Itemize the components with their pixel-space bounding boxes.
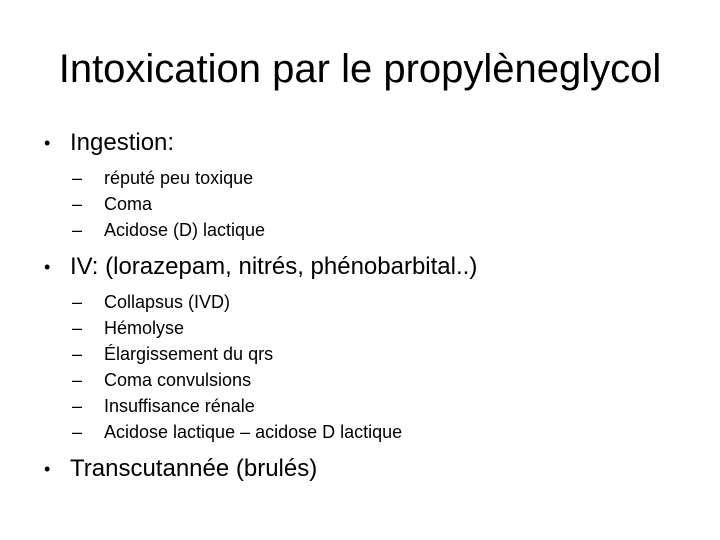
slide-title: Intoxication par le propylèneglycol bbox=[58, 47, 662, 91]
dash-icon: – bbox=[72, 370, 83, 390]
dash-icon: – bbox=[72, 396, 83, 416]
slide-content bbox=[44, 127, 694, 485]
list-item bbox=[44, 165, 694, 191]
dash-icon: – bbox=[72, 318, 83, 338]
bullet-text: Transcutannée (brulés) bbox=[70, 455, 318, 482]
list-item bbox=[44, 419, 694, 445]
bullet-transcutaneous bbox=[44, 453, 694, 485]
bullet-ingestion bbox=[44, 127, 694, 159]
list-item-text: Hémolyse bbox=[104, 318, 185, 338]
bullet-iv bbox=[44, 251, 694, 283]
bullet-text: Ingestion: bbox=[70, 129, 175, 156]
list-item bbox=[44, 315, 694, 341]
list-item-text: Élargissement du qrs bbox=[104, 344, 274, 364]
dash-icon: – bbox=[72, 194, 83, 214]
dash-icon: – bbox=[72, 220, 83, 240]
list-item-text: Acidose (D) lactique bbox=[104, 220, 266, 240]
list-item bbox=[44, 341, 694, 367]
list-item-text: Insuffisance rénale bbox=[104, 396, 255, 416]
bullet-icon: • bbox=[44, 257, 51, 277]
list-item bbox=[44, 367, 694, 393]
dash-icon: – bbox=[72, 292, 83, 312]
list-item bbox=[44, 289, 694, 315]
list-item bbox=[44, 393, 694, 419]
bullet-icon: • bbox=[44, 459, 51, 479]
dash-icon: – bbox=[72, 344, 83, 364]
dash-icon: – bbox=[72, 422, 83, 442]
list-item-text: Collapsus (IVD) bbox=[104, 292, 231, 312]
list-item bbox=[44, 191, 694, 217]
list-item-text: réputé peu toxique bbox=[104, 168, 254, 188]
dash-icon: – bbox=[72, 168, 83, 188]
list-item-text: Acidose lactique – acidose D lactique bbox=[104, 422, 403, 442]
sub-list-iv bbox=[44, 289, 694, 445]
bullet-icon: • bbox=[44, 133, 51, 153]
sub-list-ingestion bbox=[44, 165, 694, 243]
list-item bbox=[44, 217, 694, 243]
bullet-text: IV: (lorazepam, nitrés, phénobarbital..) bbox=[70, 253, 478, 280]
list-item-text: Coma convulsions bbox=[104, 370, 252, 390]
list-item-text: Coma bbox=[104, 194, 153, 214]
